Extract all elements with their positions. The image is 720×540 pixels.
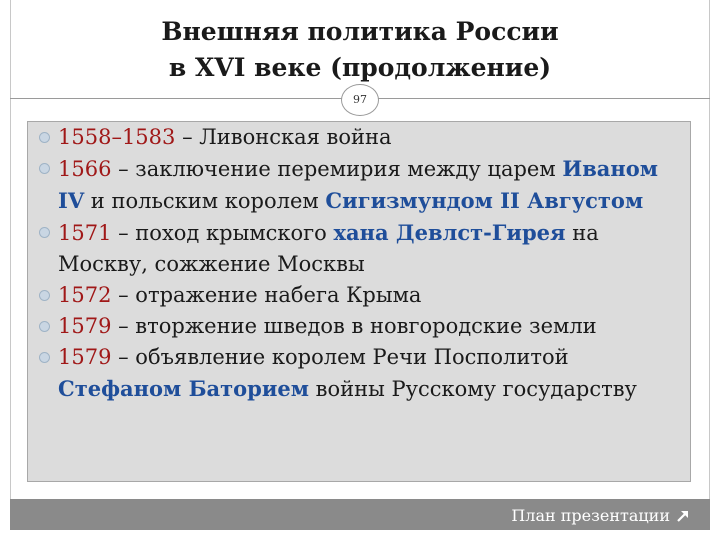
event-year: 1579 bbox=[58, 345, 112, 369]
bullet-icon bbox=[39, 227, 50, 238]
list-item bbox=[37, 311, 687, 342]
person-name: хана Девлст-Гирея bbox=[333, 220, 566, 245]
list-item bbox=[37, 122, 687, 153]
presentation-plan-link[interactable] bbox=[511, 505, 690, 527]
bullet-icon bbox=[39, 163, 50, 174]
arrow-up-right-icon bbox=[676, 509, 690, 523]
person-name: Стефаном Баторием bbox=[58, 376, 309, 401]
event-text: – поход крымского bbox=[111, 221, 334, 245]
list-item bbox=[37, 217, 687, 280]
event-text: войны Русскому государству bbox=[309, 377, 637, 401]
event-text: и польским королем bbox=[84, 189, 326, 213]
page-number: 97 bbox=[341, 84, 379, 116]
person-name: Сигизмундом II Августом bbox=[325, 188, 644, 213]
event-year: 1579 bbox=[58, 314, 112, 338]
event-text: на Москву, сожжение Москвы bbox=[58, 221, 599, 276]
bullet-icon bbox=[39, 290, 50, 301]
event-year: 1566 bbox=[58, 157, 112, 181]
presentation-plan-label: План презентации bbox=[511, 506, 670, 525]
list-item bbox=[37, 342, 687, 405]
slide-title-line-2: в XVI веке (продолжение) bbox=[168, 53, 552, 82]
event-text: – отражение набега Крыма bbox=[111, 283, 422, 307]
list-item bbox=[37, 280, 687, 311]
event-text: – Ливонская война bbox=[175, 125, 392, 149]
bullet-icon bbox=[39, 352, 50, 363]
event-year: 1571 bbox=[58, 221, 112, 245]
person-name: Иваном IV bbox=[58, 156, 659, 213]
bullet-icon bbox=[39, 321, 50, 332]
slide-title-line-1: Внешняя политика России bbox=[161, 17, 559, 46]
event-list bbox=[37, 122, 687, 405]
event-text: – заключение перемирия между царем bbox=[111, 157, 563, 181]
event-year: 1558–1583 bbox=[58, 125, 176, 149]
event-text: – вторжение шведов в новгородские земли bbox=[111, 314, 597, 338]
event-year: 1572 bbox=[58, 283, 112, 307]
list-item bbox=[37, 153, 687, 217]
event-text: – объявление королем Речи Посполитой bbox=[111, 345, 569, 369]
slide-title bbox=[0, 14, 720, 86]
bullet-icon bbox=[39, 132, 50, 143]
